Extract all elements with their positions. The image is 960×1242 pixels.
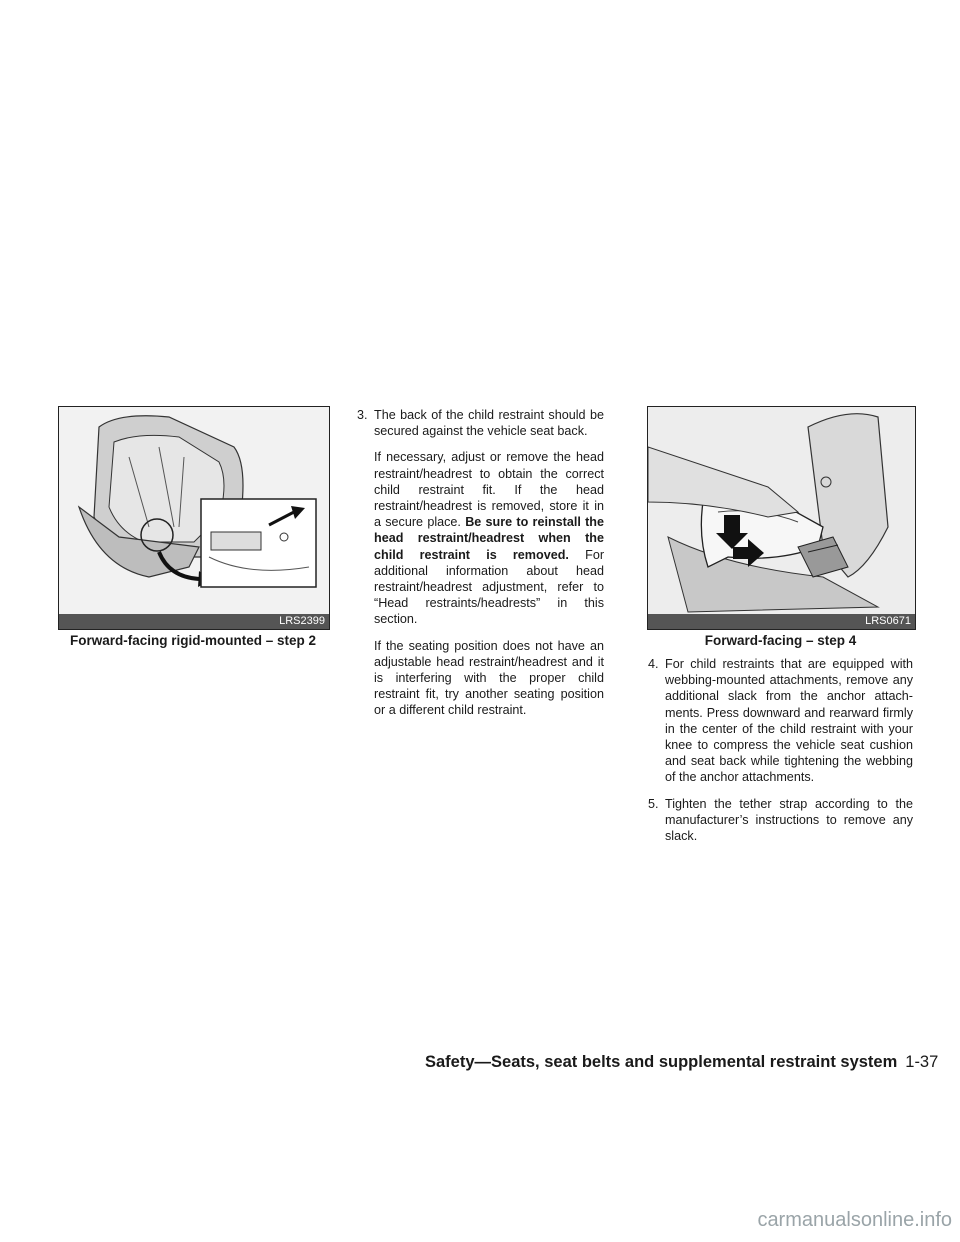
forward-facing-step4-illustration bbox=[648, 407, 915, 629]
step-text: The back of the child restraint should be secured against the vehicle seat back. bbox=[374, 408, 604, 439]
step-text: For child restraints that are equipped with webbing-mounted attachments, remove any additional slack from the anchor attach-ments. Press downward and rearward firmly in the center of the child restraint with your knee to compress the vehicle seat cushion and seat back while tightening the webbing of the anchor attachments. bbox=[665, 657, 913, 785]
paragraph-tail: For additional information about head restraint/headrest adjustment, refer to “Head restraints/headrests” in this section. bbox=[374, 547, 605, 627]
warning-text: Be sure to reinstall the head restraint/headrest when the child restraint is removed. bbox=[374, 515, 604, 562]
figure-left-caption: Forward-facing rigid-mounted – step 2 bbox=[69, 633, 317, 648]
page-footer bbox=[425, 1053, 939, 1072]
child-seat-illustration bbox=[59, 407, 329, 629]
step-3-paragraph-2: If the seating position does not have an adjustable head restraint/headrest and it is interfering with the proper child restraint fit, try another seating position or a different child restraint. bbox=[374, 638, 604, 718]
section-title: Safety—Seats, seat belts and supplemental restraint system bbox=[425, 1053, 898, 1071]
paragraph-text: If necessary, adjust or remove the head restraint/headrest to obtain the correct child restraint fit. If the head restraint/headrest is removed, store it in a secure place. bbox=[374, 450, 604, 530]
step-number: 4. bbox=[648, 657, 659, 671]
figure-code: LRS2399 bbox=[279, 615, 325, 627]
page-number: 1-37 bbox=[905, 1053, 939, 1071]
figure-right-caption: Forward-facing – step 4 bbox=[704, 633, 857, 648]
figure-left bbox=[58, 406, 330, 630]
step-4-5-column bbox=[648, 656, 913, 854]
step-3-column bbox=[357, 407, 604, 729]
step-3-paragraph-1 bbox=[357, 449, 604, 627]
figure-right bbox=[647, 406, 916, 630]
step-text: Tighten the tether strap according to the manufacturer’s instructions to remove any slack. bbox=[665, 796, 913, 844]
step-5 bbox=[648, 796, 913, 845]
figure-code: LRS0671 bbox=[865, 615, 911, 627]
step-number: 3. bbox=[357, 408, 368, 422]
step-4 bbox=[648, 656, 913, 786]
step-number: 5. bbox=[648, 796, 659, 811]
watermark: carmanualsonline.info bbox=[757, 1209, 952, 1231]
step-3 bbox=[357, 407, 604, 439]
